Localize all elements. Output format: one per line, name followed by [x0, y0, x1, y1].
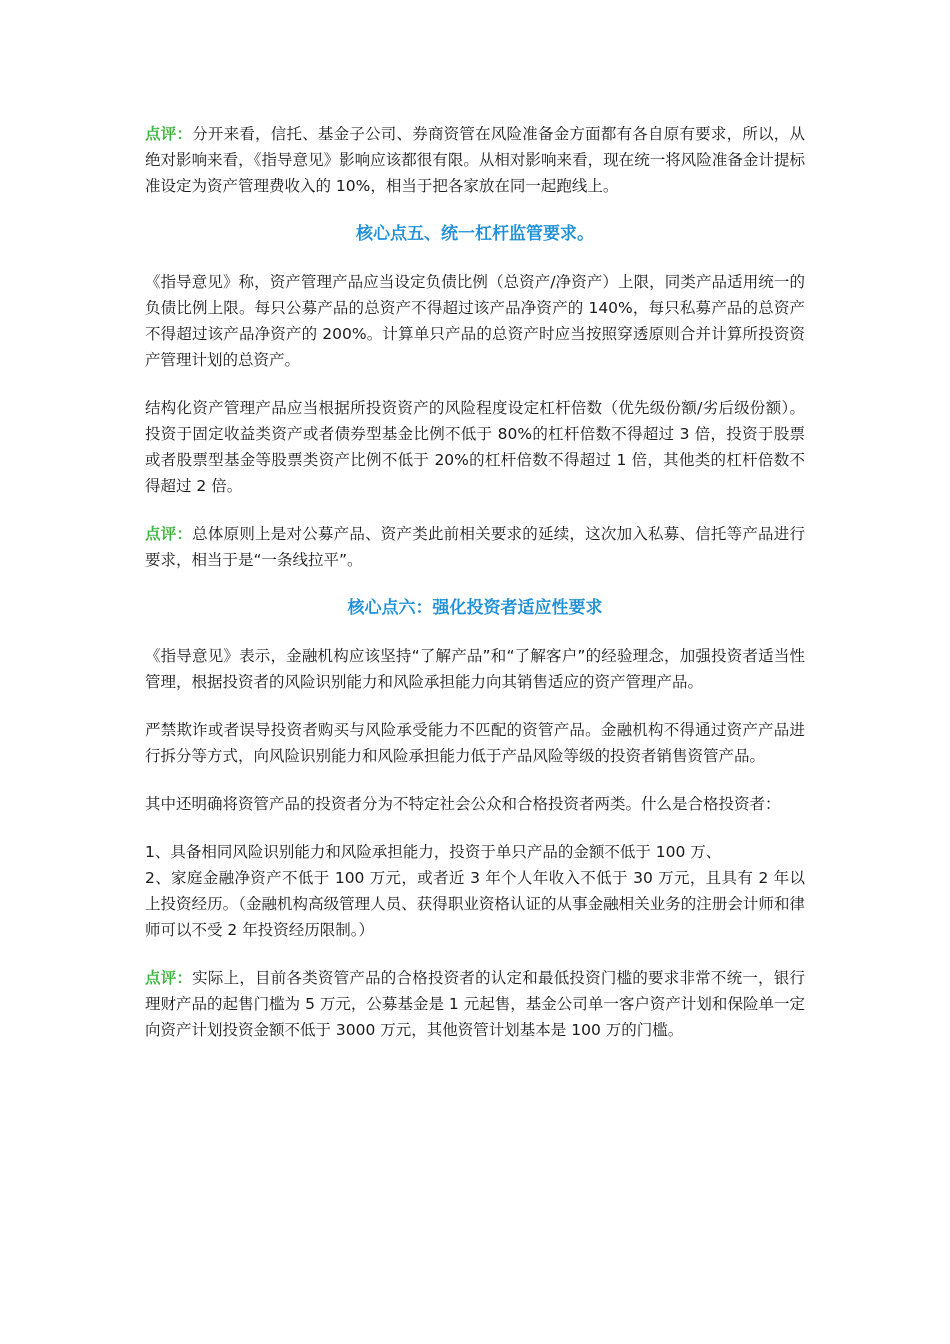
- paragraph-structured-leverage: 结构化资产管理产品应当根据所投资资产的风险程度设定杠杆倍数（优先级份额/劣后级份额）。投资于固定收益类资产或者债券型基金比例不低于 80%的杠杆倍数不得超过 3 倍，投资于股票或者股票型基金等股票类资产比例不低于 20%的杠杆倍数不得超过 1 倍，其他类的杠杆倍数不得超过 2 倍。: [145, 399, 805, 495]
- paragraph-prohibit-misleading: 严禁欺诈或者误导投资者购买与风险承受能力不匹配的资管产品。金融机构不得通过资产产品进行拆分等方式，向风险识别能力和风险承担能力低于产品风险等级的投资者销售资管产品。: [145, 721, 805, 765]
- comment-label: 点评：: [145, 125, 193, 143]
- comment-text: 总体原则上是对公募产品、资产类此前相关要求的延续，这次加入私募、信托等产品进行要求，相当于是“一条线拉平”。: [145, 525, 805, 569]
- comment-paragraph-3: [145, 965, 805, 1043]
- comment-paragraph-2: [145, 521, 805, 573]
- document-page: [145, 121, 805, 1065]
- paragraph-leverage-ratio: 《指导意见》称，资产管理产品应当设定负债比例（总资产/净资产）上限，同类产品适用统一的负债比例上限。每只公募产品的总资产不得超过该产品净资产的 140%，每只私募产品的总资产不得超过该产品净资产的 200%。计算单只产品的总资产时应当按照穿透原则合并计算所投资资产管理计划的总资产。: [145, 273, 805, 369]
- list-item: 1、具备相同风险识别能力和风险承担能力，投资于单只产品的金额不低于 100 万、: [145, 843, 722, 861]
- paragraph-investor-suitability: 《指导意见》表示，金融机构应该坚持“了解产品”和“了解客户”的经验理念，加强投资者适当性管理，根据投资者的风险识别能力和风险承担能力向其销售适应的资产管理产品。: [145, 647, 805, 691]
- comment-text: 实际上，目前各类资管产品的合格投资者的认定和最低投资门槛的要求非常不统一，银行理财产品的起售门槛为 5 万元，公募基金是 1 元起售，基金公司单一客户资产计划和保险单一定向资产计划投资金额不低于 3000 万元，其他资管计划基本是 100 万的门槛。: [145, 969, 805, 1039]
- section-heading-six: 核心点六：强化投资者适应性要求: [347, 598, 603, 618]
- comment-label: 点评：: [145, 969, 193, 987]
- comment-paragraph-1: [145, 121, 805, 199]
- section-heading-five: 核心点五、统一杠杆监管要求。: [356, 224, 594, 244]
- list-item: 2、家庭金融净资产不低于 100 万元，或者近 3 年个人年收入不低于 30 万元，且具有 2 年以上投资经历。（金融机构高级管理人员、获得职业资格认证的从事金融相关业务的注册会计师和律师可以不受 2 年投资经历限制。）: [145, 869, 805, 939]
- comment-text: 分开来看，信托、基金子公司、券商资管在风险准备金方面都有各自原有要求，所以，从绝对影响来看，《指导意见》影响应该都很有限。从相对影响来看，现在统一将风险准备金计提标准设定为资产管理费收入的 10%，相当于把各家放在同一起跑线上。: [145, 125, 805, 195]
- qualified-investor-list: [145, 839, 805, 943]
- comment-label: 点评：: [145, 525, 193, 543]
- paragraph-investor-types: 其中还明确将资管产品的投资者分为不特定社会公众和合格投资者两类。什么是合格投资者：: [145, 795, 781, 813]
